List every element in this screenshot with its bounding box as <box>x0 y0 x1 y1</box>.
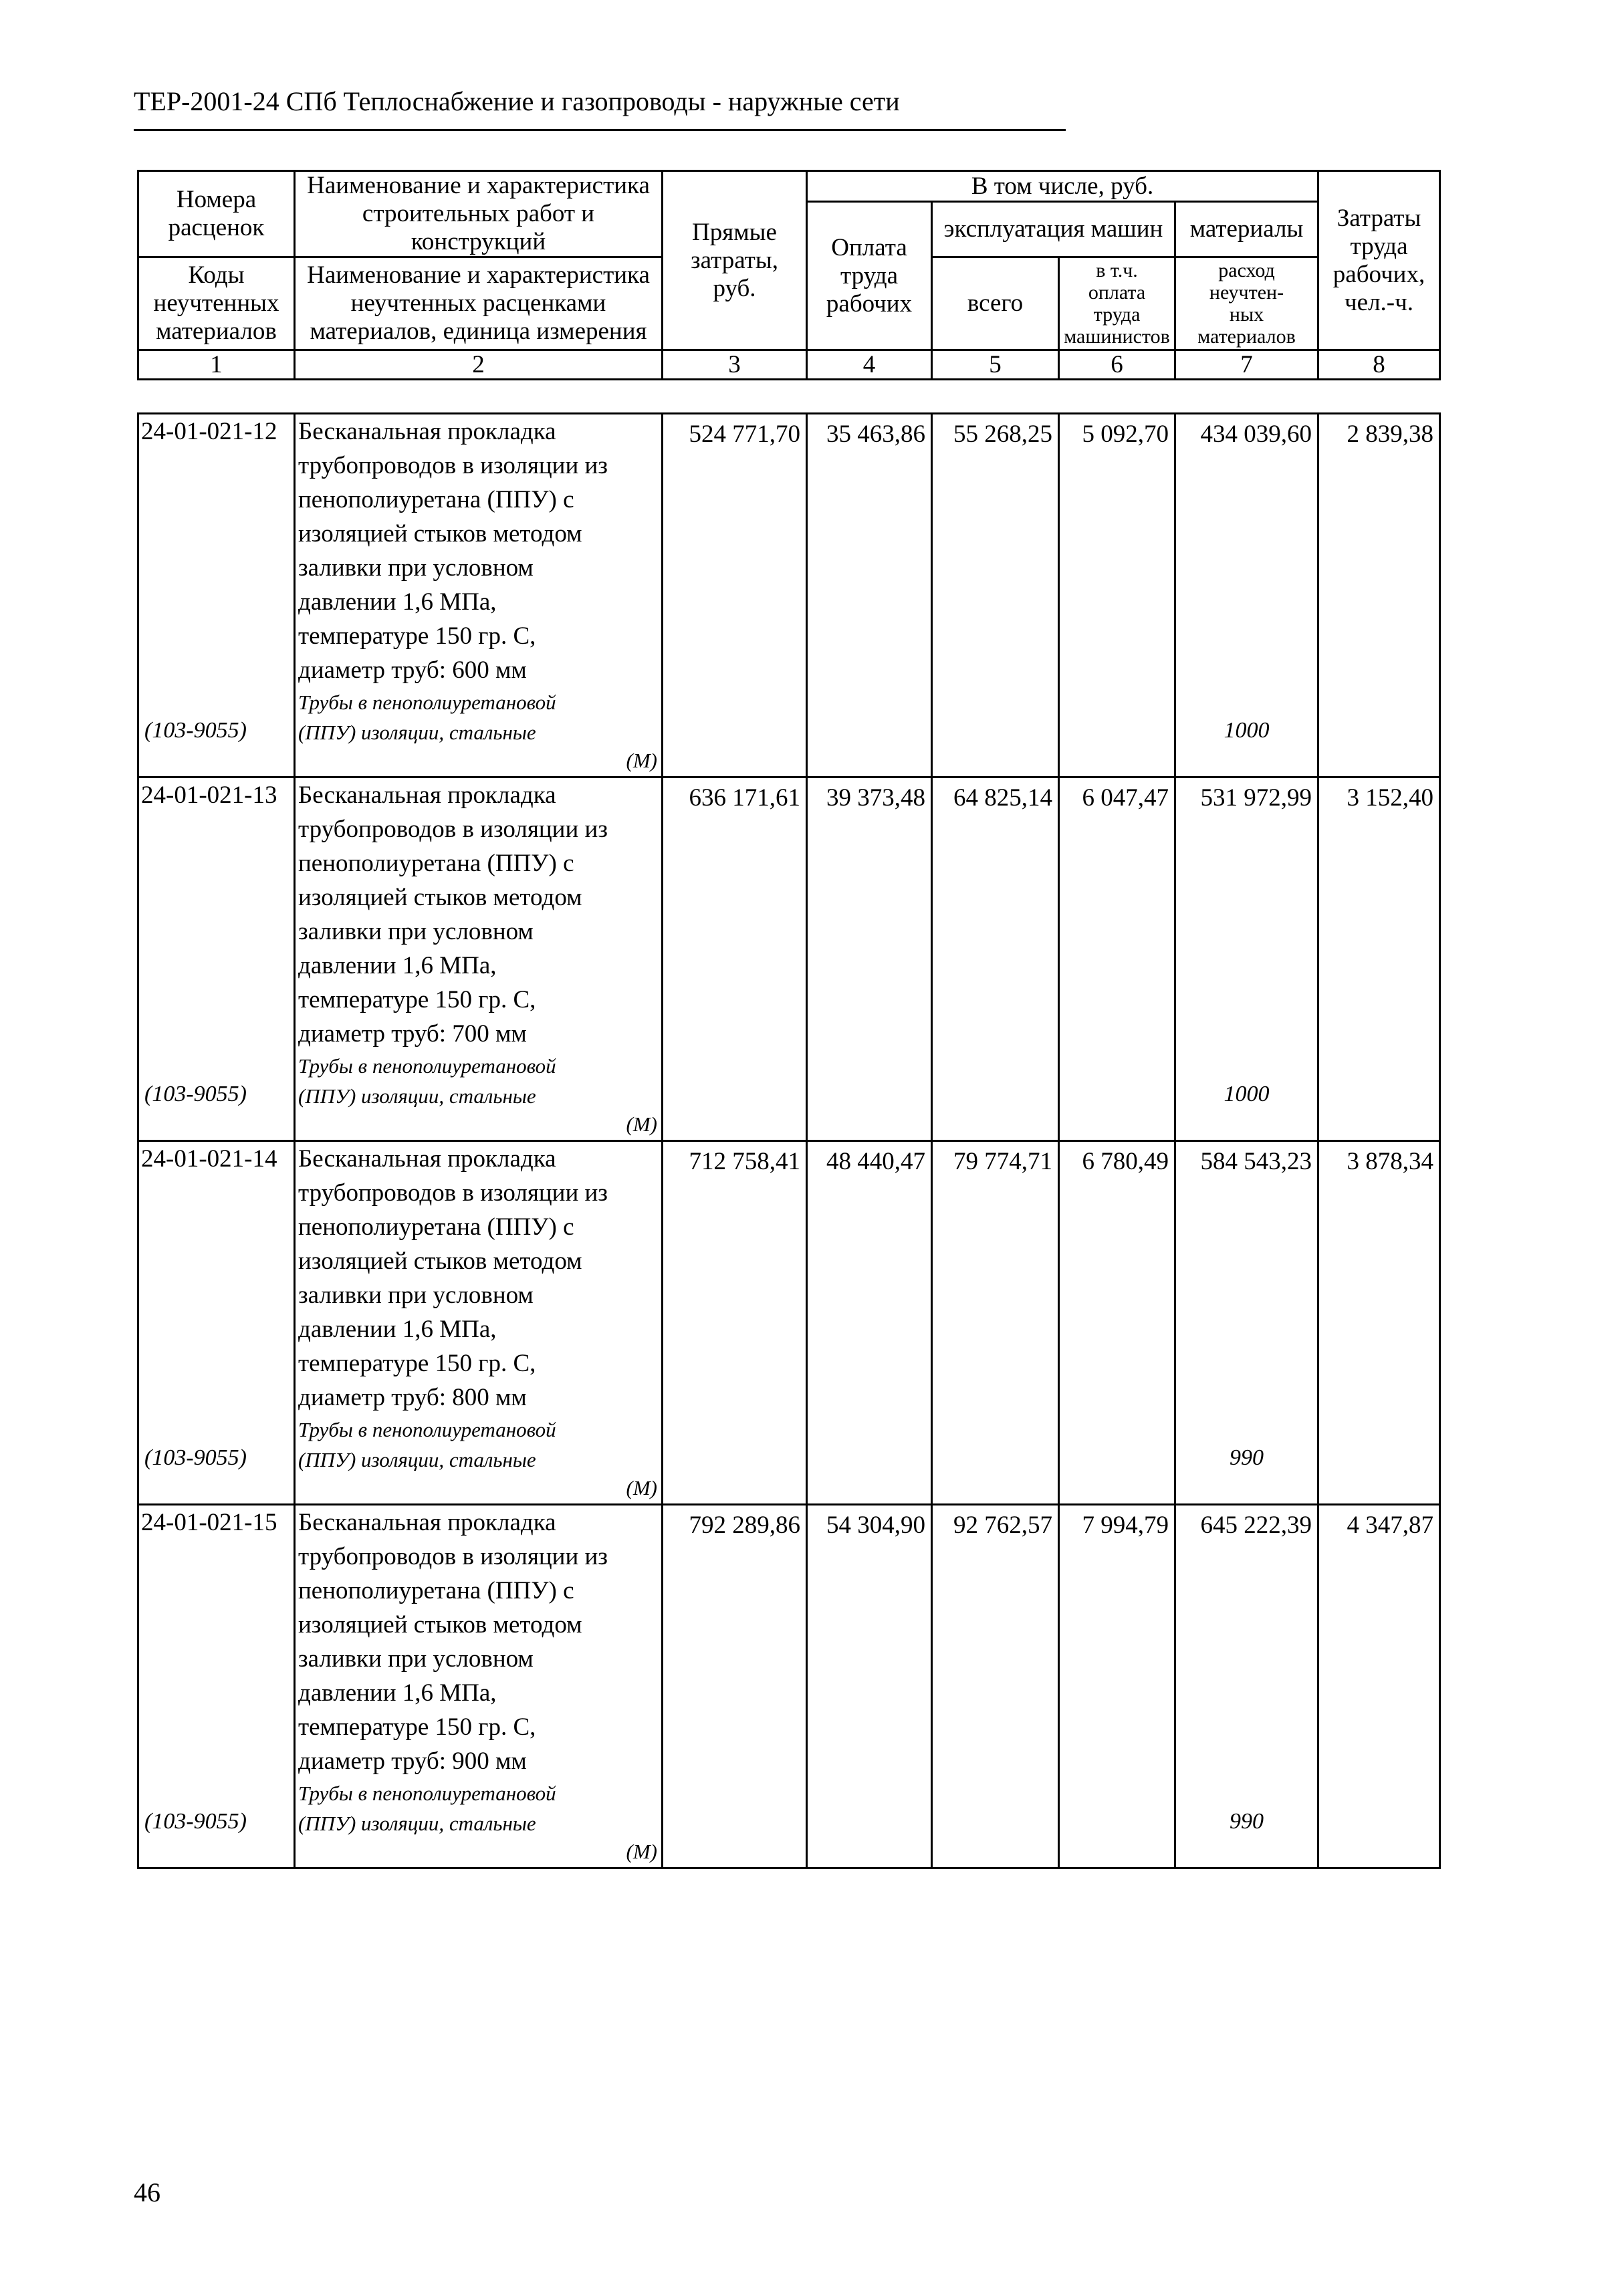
header-labor-hours: Затраты труда рабочих, чел.-ч. <box>1318 171 1440 350</box>
text-line: пенополиуретана (ППУ) с <box>298 486 574 513</box>
rate-code-cell <box>138 1505 295 1868</box>
labor-hours: 3 878,34 <box>1318 1141 1440 1505</box>
rate-code: 24-01-021-13 <box>141 781 277 809</box>
header-unaccounted-codes: Коды неучтенных материалов <box>138 257 295 350</box>
rate-code: 24-01-021-12 <box>141 418 277 445</box>
materials-cost <box>1175 414 1318 777</box>
labor-pay: 48 440,47 <box>807 1141 932 1505</box>
rate-code: 24-01-021-14 <box>141 1145 277 1173</box>
text-line: (ППУ) изоляции, стальные <box>298 1812 536 1835</box>
material-code: (103-9055) <box>144 1445 247 1470</box>
rate-code-cell <box>138 777 295 1141</box>
materials-cost <box>1175 1141 1318 1505</box>
material-unit: (М) <box>626 1476 657 1499</box>
text-line: изоляцией стыков методом <box>298 1611 582 1639</box>
text-line: диаметр труб: 700 мм <box>298 1020 527 1048</box>
table-row <box>138 777 1440 1141</box>
rate-code: 24-01-021-15 <box>141 1509 277 1536</box>
column-number-2: 2 <box>295 350 663 380</box>
header-material-name: Наименование и характеристика неучтенных расценками материалов, единица измерения <box>295 257 663 350</box>
labor-pay: 39 373,48 <box>807 777 932 1141</box>
table-row <box>138 1141 1440 1505</box>
title-rule <box>134 129 1066 131</box>
text-line: Трубы в пенополиуретановой <box>298 1782 556 1805</box>
material-name <box>298 1051 612 1111</box>
text-line: Бесканальная прокладка <box>298 1145 556 1173</box>
column-number-3: 3 <box>663 350 807 380</box>
material-name <box>298 687 612 747</box>
materials-cost <box>1175 1505 1318 1868</box>
text-line: пенополиуретана (ППУ) с <box>298 1213 574 1241</box>
text-line: давлении 1,6 МПа, <box>298 1316 497 1343</box>
material-code: (103-9055) <box>144 718 247 743</box>
labor-hours: 3 152,40 <box>1318 777 1440 1141</box>
machinists-pay: 5 092,70 <box>1059 414 1175 777</box>
column-number-5: 5 <box>932 350 1059 380</box>
work-description <box>298 778 661 1051</box>
direct-costs: 712 758,41 <box>663 1141 807 1505</box>
text-line: давлении 1,6 МПа, <box>298 1679 497 1707</box>
direct-costs: 524 771,70 <box>663 414 807 777</box>
materials-value: 434 039,60 <box>1200 420 1312 448</box>
machines-total: 79 774,71 <box>932 1141 1059 1505</box>
text-line: температуре 150 гр. С, <box>298 622 536 650</box>
labor-pay: 54 304,90 <box>807 1505 932 1868</box>
description-cell <box>295 1505 663 1868</box>
text-line: трубопроводов в изоляции из <box>298 816 608 843</box>
column-number-8: 8 <box>1318 350 1440 380</box>
header-rate-numbers: Номера расценок <box>138 171 295 257</box>
machinists-pay: 6 780,49 <box>1059 1141 1175 1505</box>
text-line: заливки при условном <box>298 554 534 582</box>
text-line: изоляцией стыков методом <box>298 520 582 548</box>
materials-value: 584 543,23 <box>1200 1148 1312 1175</box>
work-description <box>298 1142 661 1415</box>
text-line: диаметр труб: 600 мм <box>298 656 527 684</box>
materials-value: 531 972,99 <box>1200 784 1312 812</box>
text-line: диаметр труб: 800 мм <box>298 1384 527 1411</box>
material-quantity: 1000 <box>1224 1082 1270 1106</box>
text-line: температуре 150 гр. С, <box>298 986 536 1013</box>
direct-costs: 636 171,61 <box>663 777 807 1141</box>
work-description <box>298 1505 661 1778</box>
materials-value: 645 222,39 <box>1200 1512 1312 1539</box>
running-title: ТЕР-2001-24 СПб Теплоснабжение и газопроводы - наружные сети <box>134 86 900 116</box>
labor-hours: 2 839,38 <box>1318 414 1440 777</box>
header-machines: эксплуатация машин <box>932 202 1175 257</box>
text-line: трубопроводов в изоляции из <box>298 452 608 479</box>
text-line: Бесканальная прокладка <box>298 1509 556 1536</box>
labor-hours: 4 347,87 <box>1318 1505 1440 1868</box>
header-machinists-pay: в т.ч. оплата труда машинистов <box>1059 257 1175 350</box>
material-code: (103-9055) <box>144 1082 247 1106</box>
material-unit: (М) <box>626 749 657 772</box>
text-line: (ППУ) изоляции, стальные <box>298 1084 536 1108</box>
rate-code-cell <box>138 1141 295 1505</box>
text-line: изоляцией стыков методом <box>298 884 582 911</box>
material-name <box>298 1778 612 1838</box>
text-line: давлении 1,6 МПа, <box>298 952 497 979</box>
column-number-6: 6 <box>1059 350 1175 380</box>
machines-total: 64 825,14 <box>932 777 1059 1141</box>
machinists-pay: 7 994,79 <box>1059 1505 1175 1868</box>
header-labor-pay: Оплата труда рабочих <box>807 202 932 350</box>
material-unit: (М) <box>626 1840 657 1863</box>
header-work-name: Наименование и характеристика строительных работ и конструкций <box>295 171 663 257</box>
material-quantity: 990 <box>1230 1809 1264 1834</box>
header-direct-costs: Прямые затраты, руб. <box>663 171 807 350</box>
material-quantity: 1000 <box>1224 718 1270 743</box>
column-number-7: 7 <box>1175 350 1318 380</box>
rates-table <box>137 412 1441 1869</box>
text-line: (ППУ) изоляции, стальные <box>298 1448 536 1471</box>
material-unit: (М) <box>626 1112 657 1136</box>
text-line: Бесканальная прокладка <box>298 781 556 809</box>
description-cell <box>295 1141 663 1505</box>
table-row <box>138 414 1440 777</box>
text-line: трубопроводов в изоляции из <box>298 1179 608 1207</box>
column-number-1: 1 <box>138 350 295 380</box>
header-including-group: В том числе, руб. <box>807 171 1318 202</box>
labor-pay: 35 463,86 <box>807 414 932 777</box>
text-line: заливки при условном <box>298 918 534 945</box>
text-line: Трубы в пенополиуретановой <box>298 691 556 714</box>
text-line: пенополиуретана (ППУ) с <box>298 850 574 877</box>
text-line: давлении 1,6 МПа, <box>298 588 497 616</box>
material-quantity: 990 <box>1230 1445 1264 1470</box>
text-line: пенополиуретана (ППУ) с <box>298 1577 574 1604</box>
text-line: Трубы в пенополиуретановой <box>298 1054 556 1078</box>
header-unaccounted-materials: расход неучтен- ных материалов <box>1175 257 1318 350</box>
page-number: 46 <box>134 2177 160 2207</box>
description-cell <box>295 414 663 777</box>
text-line: трубопроводов в изоляции из <box>298 1543 608 1570</box>
header-materials: материалы <box>1175 202 1318 257</box>
text-line: изоляцией стыков методом <box>298 1247 582 1275</box>
rate-code-cell <box>138 414 295 777</box>
machinists-pay: 6 047,47 <box>1059 777 1175 1141</box>
header-machines-total: всего <box>932 257 1059 350</box>
text-line: Бесканальная прокладка <box>298 418 556 445</box>
direct-costs: 792 289,86 <box>663 1505 807 1868</box>
work-description <box>298 414 661 687</box>
text-line: температуре 150 гр. С, <box>298 1713 536 1741</box>
materials-cost <box>1175 777 1318 1141</box>
text-line: заливки при условном <box>298 1645 534 1673</box>
text-line: (ППУ) изоляции, стальные <box>298 721 536 744</box>
table-row <box>138 1505 1440 1868</box>
text-line: заливки при условном <box>298 1282 534 1309</box>
material-code: (103-9055) <box>144 1809 247 1834</box>
description-cell <box>295 777 663 1141</box>
text-line: диаметр труб: 900 мм <box>298 1747 527 1775</box>
machines-total: 92 762,57 <box>932 1505 1059 1868</box>
machines-total: 55 268,25 <box>932 414 1059 777</box>
material-name <box>298 1415 612 1475</box>
table-header <box>137 170 1441 380</box>
text-line: Трубы в пенополиуретановой <box>298 1418 556 1441</box>
column-number-4: 4 <box>807 350 932 380</box>
text-line: температуре 150 гр. С, <box>298 1350 536 1377</box>
